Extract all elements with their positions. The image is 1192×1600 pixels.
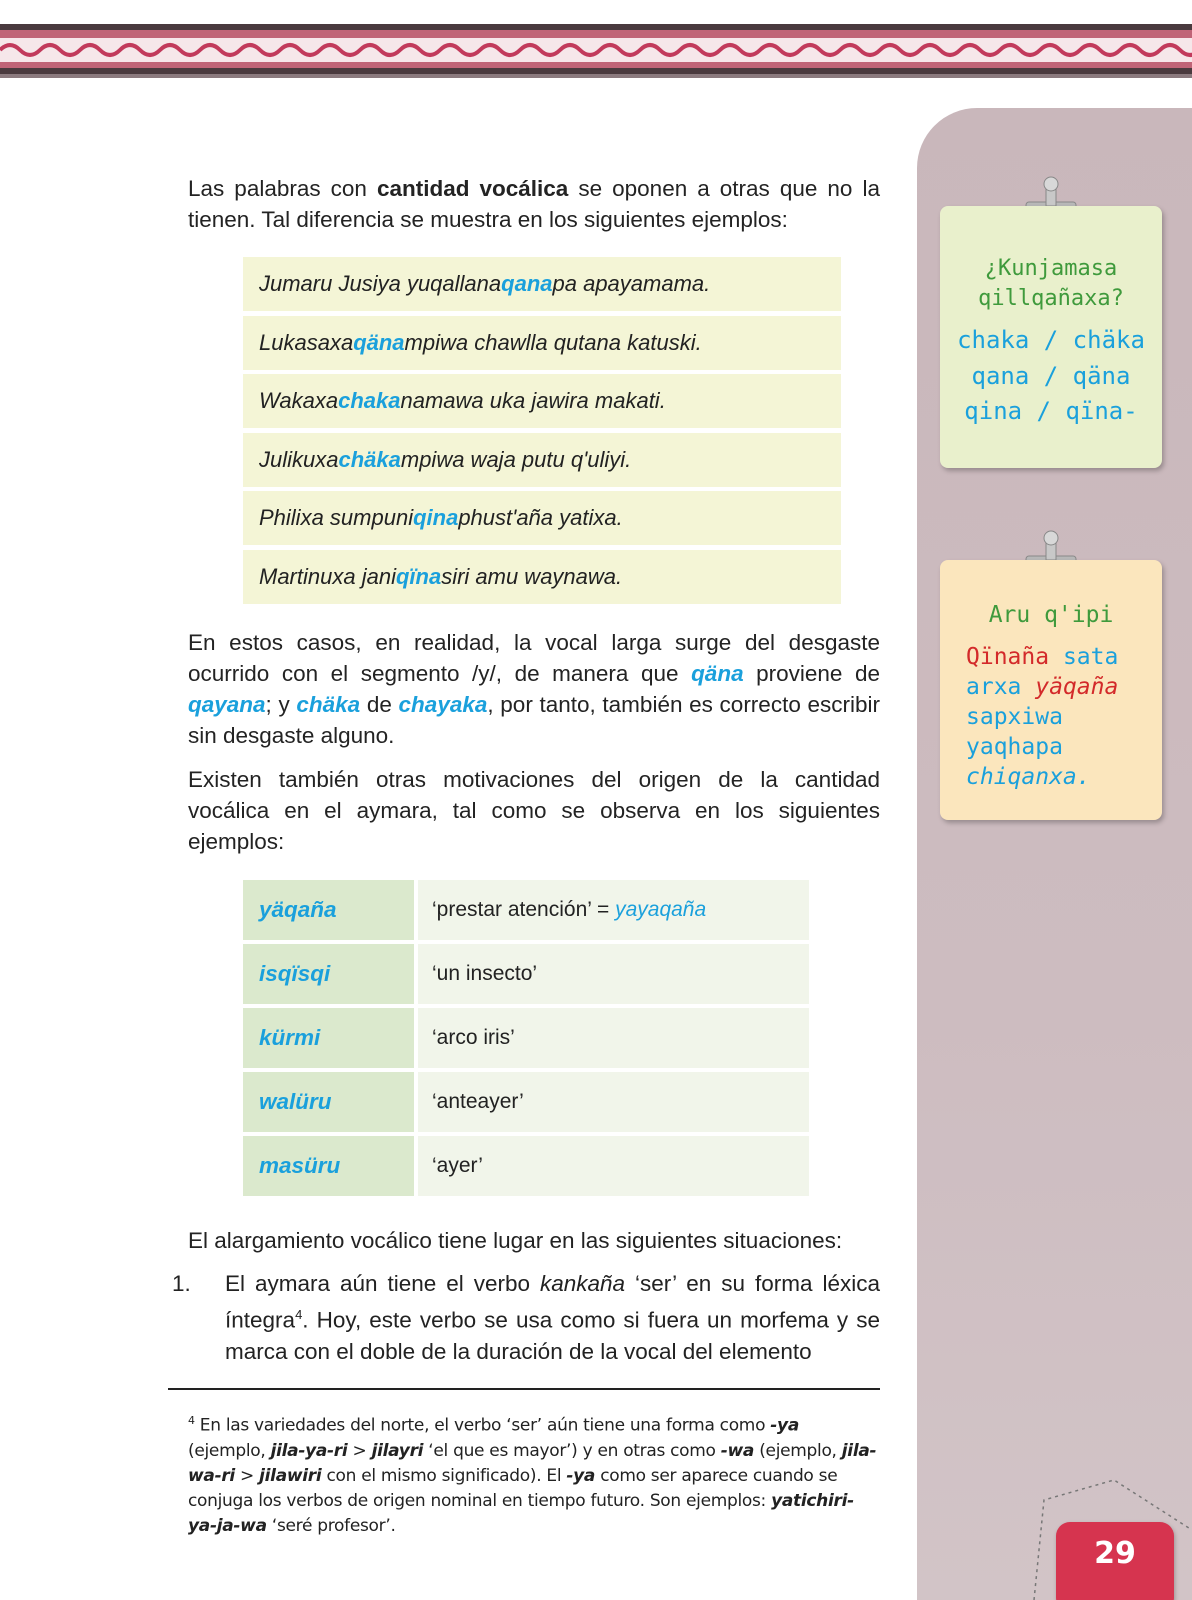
list-item: 1. El aymara aún tiene el verbo kankaña ‘ser’ en su forma léxica íntegra$^4$. Hoy, este verbo se usa como si fuera un morfema y se marca con el doble de la duración de la vocal del elemento [172, 1271, 880, 1364]
vocab-gloss: ‘arco iris’ [418, 1008, 809, 1068]
table-row [243, 880, 809, 940]
vocab-gloss: ‘prestar atención’ = yayaqaña [418, 880, 809, 940]
example-row: Philixa sumpuni qina phust'aña yatixa. [243, 491, 841, 545]
vocab-gloss: ‘un insecto’ [418, 944, 809, 1004]
example-row: Martinuxa jani qïna siri amu waynawa. [243, 550, 841, 604]
explanation-paragraph: En estos casos, en realidad, la vocal larga surge del desgaste ocurrido con el segmento /y/, de manera que qäna proviene de qayana; y chäka de chayaka, por tanto, también es correcto escribir sin desgaste alguno. [188, 630, 880, 748]
sticky-note-writing: ¿Kunjamasa qillqañaxa? chaka / chäka qana / qäna qina / qïna- [940, 206, 1162, 468]
example-row: Jumaru Jusiya yuqallana qana pa apayamama. [243, 257, 841, 311]
vocab-term: kürmi [243, 1008, 414, 1068]
vocab-term: yäqaña [243, 880, 414, 940]
page-number-tab [1056, 1522, 1174, 1600]
table-row [243, 1072, 809, 1132]
vocab-term: masüru [243, 1136, 414, 1196]
example-row: Wakaxa chaka namawa uka jawira makati. [243, 374, 841, 428]
example-row: Julikuxa chäka mpiwa waja putu q'uliyi. [243, 433, 841, 487]
page-number: 29 [1094, 1536, 1136, 1571]
sticky-note-glossary: Aru q'ipi Qïnaña sata arxa yäqaña sapxiwa yaqhapa chiqanxa. [940, 560, 1162, 820]
vocab-term: walüru [243, 1072, 414, 1132]
motivations-paragraph: Existen también otras motivaciones del origen de la cantidad vocálica en el aymara, tal como se observa en los siguientes ejemplos: [188, 767, 880, 854]
intro-paragraph: Las palabras con cantidad vocálica se oponen a otras que no la tienen. Tal diferencia se muestra en los siguientes ejemplos: [188, 176, 880, 232]
footnote: $^4$ En las variedades del norte, el verbo ‘ser’ aún tiene una forma como -ya (ejemplo, jila-ya-ri > jilayri ‘el que es mayor’) y en otras como -wa (ejemplo, jila-wa-ri > jilawiri con el mismo significado). El -ya como ser aparece cuando se conjuga los verbos de origen nominal en tiempo futuro. Son ejemplos: yatichiri-ya-ja-wa ‘seré profesor’. [188, 1414, 877, 1536]
table-row [243, 1008, 809, 1068]
vocab-gloss: ‘ayer’ [418, 1136, 809, 1196]
glossary-text: Qïnaña sata arxa yäqaña sapxiwa yaqhapa chiqanxa. [966, 644, 1119, 790]
vocab-term: isqïsqi [243, 944, 414, 1004]
woven-band-decoration [0, 0, 1192, 84]
example-row: Lukasaxa qäna mpiwa chawlla qutana katuski. [243, 316, 841, 370]
vocab-gloss: ‘anteayer’ [418, 1072, 809, 1132]
table-row [243, 944, 809, 1004]
example-sentences [243, 257, 841, 608]
vocabulary-table [243, 880, 809, 1200]
footnote-divider [168, 1388, 880, 1390]
table-row [243, 1136, 809, 1196]
lengthening-paragraph: El alargamiento vocálico tiene lugar en las siguientes situaciones: [188, 1228, 843, 1253]
